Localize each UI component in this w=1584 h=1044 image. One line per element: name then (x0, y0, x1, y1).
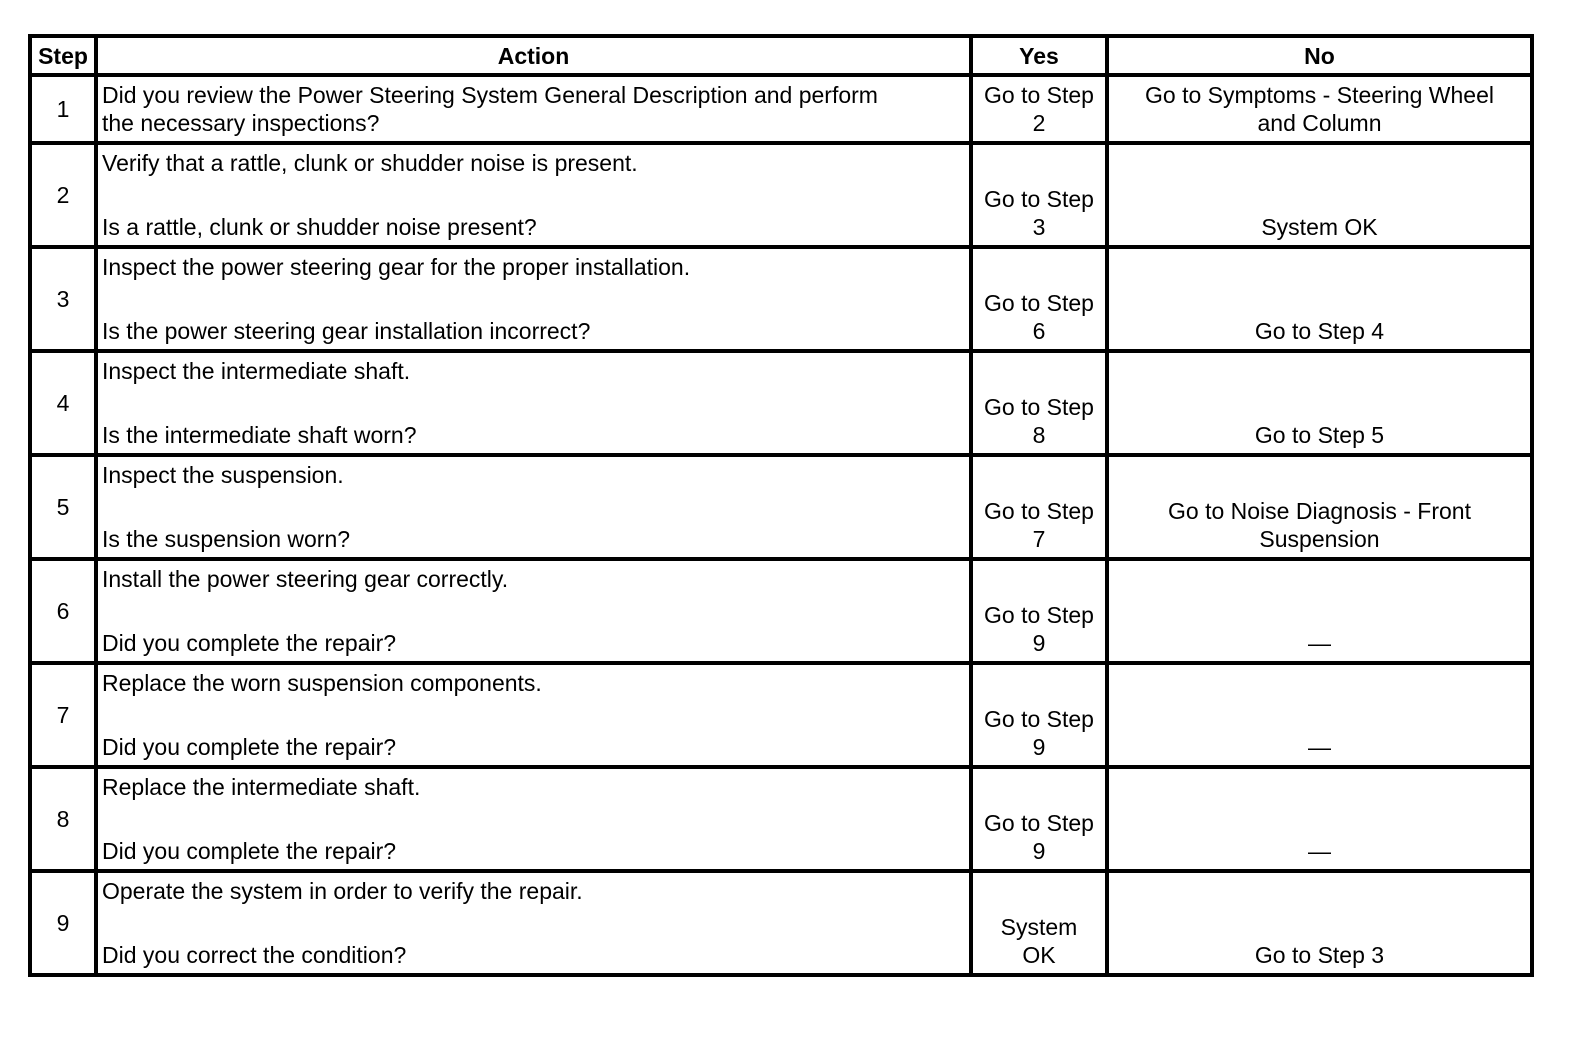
no-cell (1107, 75, 1532, 143)
yes-line: Go to Step (984, 290, 1094, 316)
no-line: — (1308, 630, 1331, 656)
no-line: Go to Step 4 (1254, 318, 1385, 344)
no-line (1109, 289, 1530, 317)
no-cell (1107, 143, 1532, 247)
yes-cell (971, 871, 1107, 975)
no-cell (1107, 663, 1532, 767)
step-number: 6 (30, 559, 96, 663)
action-line: Inspect the suspension. (102, 462, 344, 488)
yes-line: OK (1022, 942, 1056, 968)
action-line: Inspect the power steering gear for the proper installation. (102, 254, 691, 280)
yes-cell (971, 455, 1107, 559)
yes-line: 9 (1032, 734, 1046, 760)
yes-cell (971, 559, 1107, 663)
yes-cell (971, 351, 1107, 455)
header-no: No (1107, 36, 1532, 75)
no-line (1109, 393, 1530, 421)
no-cell (1107, 559, 1532, 663)
action-cell (96, 247, 971, 351)
no-line: Go to Step 5 (1254, 422, 1385, 448)
table-row (30, 871, 1532, 975)
yes-line: Go to Step (984, 394, 1094, 420)
action-cell (96, 559, 971, 663)
no-cell (1107, 455, 1532, 559)
table-row (30, 247, 1532, 351)
step-number: 3 (30, 247, 96, 351)
step-number: 8 (30, 767, 96, 871)
action-cell (96, 455, 971, 559)
yes-cell (971, 663, 1107, 767)
yes-line: System (1000, 914, 1078, 940)
action-line: Replace the intermediate shaft. (102, 774, 421, 800)
yes-cell (971, 767, 1107, 871)
action-cell (96, 143, 971, 247)
no-line: Go to Noise Diagnosis - Front (1168, 498, 1471, 524)
action-line: Verify that a rattle, clunk or shudder noise is present. (102, 150, 638, 176)
yes-line: 3 (1032, 214, 1046, 240)
action-line: Did you review the Power Steering System General Description and perform (102, 82, 878, 108)
no-cell (1107, 247, 1532, 351)
yes-line: 2 (1032, 110, 1046, 136)
yes-line: 9 (1032, 630, 1046, 656)
yes-line: Go to Step (984, 498, 1094, 524)
table-row (30, 143, 1532, 247)
table-row (30, 75, 1532, 143)
yes-line: 7 (1032, 526, 1046, 552)
yes-line: Go to Step (984, 602, 1094, 628)
action-line: Did you complete the repair? (102, 734, 397, 760)
action-line: Is a rattle, clunk or shudder noise present? (102, 214, 537, 240)
action-line: Is the suspension worn? (102, 526, 351, 552)
no-line: and Column (1257, 110, 1382, 136)
action-cell (96, 351, 971, 455)
table-row (30, 663, 1532, 767)
no-cell (1107, 767, 1532, 871)
action-cell (96, 663, 971, 767)
yes-line: Go to Step (984, 82, 1094, 108)
action-line: Install the power steering gear correctly. (102, 566, 509, 592)
no-line (1109, 913, 1530, 941)
action-line: the necessary inspections? (102, 110, 380, 136)
action-line: Is the power steering gear installation incorrect? (102, 318, 591, 344)
yes-line: Go to Step (984, 706, 1094, 732)
yes-cell (971, 143, 1107, 247)
table-header-row (30, 36, 1532, 75)
action-line: Did you complete the repair? (102, 630, 397, 656)
header-step: Step (30, 36, 96, 75)
no-line (1109, 185, 1530, 213)
no-cell (1107, 351, 1532, 455)
yes-cell (971, 247, 1107, 351)
yes-line: Go to Step (984, 810, 1094, 836)
yes-cell (971, 75, 1107, 143)
action-cell (96, 75, 971, 143)
header-yes: Yes (971, 36, 1107, 75)
no-line: Suspension (1259, 526, 1380, 552)
no-line (1109, 601, 1530, 629)
step-number: 4 (30, 351, 96, 455)
no-line: System OK (1261, 214, 1378, 240)
action-line: Did you correct the condition? (102, 942, 407, 968)
action-cell (96, 767, 971, 871)
no-line (1109, 705, 1530, 733)
step-number: 5 (30, 455, 96, 559)
diagnostic-table (28, 34, 1534, 977)
step-number: 2 (30, 143, 96, 247)
no-line (1109, 809, 1530, 837)
yes-line: 6 (1032, 318, 1046, 344)
step-number: 7 (30, 663, 96, 767)
header-action: Action (96, 36, 971, 75)
no-cell (1107, 871, 1532, 975)
no-line: Go to Step 3 (1254, 942, 1385, 968)
yes-line: 8 (1032, 422, 1046, 448)
action-line: Inspect the intermediate shaft. (102, 358, 411, 384)
table-row (30, 351, 1532, 455)
step-number: 1 (30, 75, 96, 143)
table-row (30, 559, 1532, 663)
yes-line: 9 (1032, 838, 1046, 864)
no-line: — (1308, 734, 1331, 760)
action-line: Did you complete the repair? (102, 838, 397, 864)
action-cell (96, 871, 971, 975)
action-line: Operate the system in order to verify the repair. (102, 878, 583, 904)
table-row (30, 455, 1532, 559)
yes-line: Go to Step (984, 186, 1094, 212)
action-line: Replace the worn suspension components. (102, 670, 542, 696)
step-number: 9 (30, 871, 96, 975)
no-line: — (1308, 838, 1331, 864)
action-line: Is the intermediate shaft worn? (102, 422, 417, 448)
table-row (30, 767, 1532, 871)
no-line: Go to Symptoms - Steering Wheel (1145, 82, 1494, 108)
